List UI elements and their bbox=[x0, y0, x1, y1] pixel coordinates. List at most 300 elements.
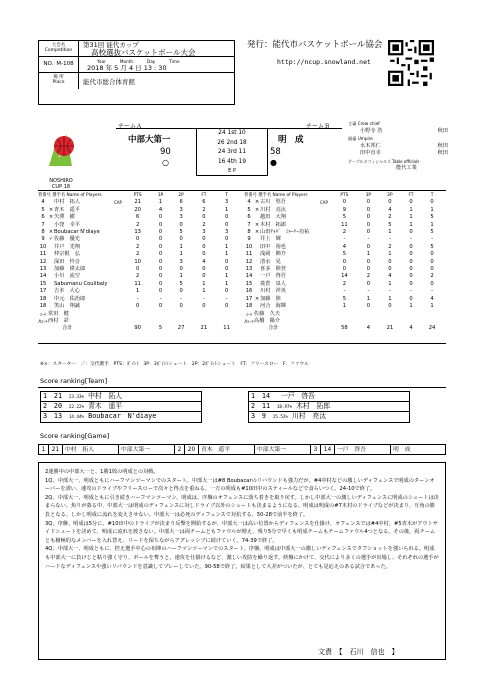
player-row bbox=[244, 236, 444, 243]
player-cell: × bbox=[254, 206, 260, 213]
total-cell: 5 bbox=[158, 325, 163, 332]
player-cell bbox=[112, 214, 124, 221]
player-cell: 6 bbox=[136, 214, 140, 221]
coach-label: ｺｰﾁ bbox=[39, 311, 47, 317]
player-cell: 0 bbox=[158, 221, 163, 228]
player-cell: 10 bbox=[39, 243, 47, 250]
player-cell: 4 bbox=[41, 199, 45, 206]
player-cell: 1 bbox=[179, 273, 183, 280]
total-cell: 27 bbox=[177, 325, 185, 332]
player-cell: 18 bbox=[39, 303, 47, 310]
player-cell: 菱倉 泉人 bbox=[260, 280, 286, 287]
player-cell: 5 bbox=[430, 229, 434, 236]
team-a-player-table: 背番号 選手名 Name of Players PTS 3P 2P FT T 4 中村 拓人 CAP 21 1 6 6 3 5 × 青木 遥平 20 4 3 2 1 6 × 矢澤 樹 6 0 3 0 0 7 小窪 幸平 2 0 0 2 0 8 × Boubacar N'diaye 13 0 5 3 3 9 ✓ 佐藤 優光 0 0 0 0 0 10 井戸 光翔 2 0 1 0 1 11 仲宗根 弘 2 0 1 0 1 12 深田 怜音 10 0 3 4 0 13 加藤 偉太郎 0 0 0 0 0 14 小川 流空 2 0 1 0 1 15 Sabumanu Coulibaly 11 0 5 1 1 17 吉本 大心 1 0 0 1 0 18 中元 佑治郎 - - - - - 18 笑山 翔誠 0 0 0 0 0 ｺｰﾁ 常田 健 Aｺｰﾁ 西村 彩 合計 90 5 27 21 11 bbox=[38, 192, 238, 333]
team-a-label: チームＡ bbox=[118, 123, 143, 130]
player-cell: × bbox=[48, 229, 54, 236]
ranking-team-a bbox=[40, 391, 202, 423]
player-cell: Boubacar N'diaye bbox=[54, 229, 100, 236]
total-cell: 21 bbox=[200, 325, 208, 332]
player-cell: CAP bbox=[114, 200, 122, 206]
player-cell bbox=[318, 207, 330, 214]
player-cell: 川村 亮汰 bbox=[260, 206, 286, 213]
player-cell: 4 bbox=[158, 206, 163, 213]
player-cell: - bbox=[410, 288, 412, 295]
player-cell: 0 bbox=[158, 266, 163, 273]
player-cell: 3 bbox=[179, 206, 183, 213]
player-cell bbox=[318, 273, 330, 280]
player-cell: 清水 晃 bbox=[260, 258, 281, 265]
player-cell: - bbox=[136, 295, 139, 302]
player-cell: 0 bbox=[179, 236, 183, 243]
total-cell: 4 bbox=[409, 325, 413, 332]
player-cell: 15 bbox=[39, 280, 47, 287]
player-cell: 2 bbox=[136, 221, 140, 228]
player-row bbox=[38, 199, 238, 206]
player-cell: 1 bbox=[388, 251, 392, 258]
player-cell: 1 bbox=[409, 206, 413, 213]
player-cell bbox=[318, 288, 330, 295]
player-cell: 0 bbox=[136, 266, 140, 273]
player-cell: - bbox=[367, 288, 370, 295]
player-cell: 加藤 陸 bbox=[260, 295, 281, 302]
ranking-team-b bbox=[248, 391, 410, 423]
player-cell: 0 bbox=[224, 236, 229, 243]
player-cell: 0 bbox=[366, 243, 371, 250]
player-cell: 9 bbox=[247, 236, 251, 243]
player-cell: 0 bbox=[366, 266, 371, 273]
player-cell: 0 bbox=[409, 295, 413, 302]
player-cell bbox=[318, 214, 330, 221]
player-cell: 青木 遥平 bbox=[54, 206, 80, 213]
player-cell bbox=[318, 259, 330, 266]
player-cell: 1 bbox=[224, 243, 229, 250]
player-cell: - bbox=[202, 295, 205, 302]
player-cell: 0 bbox=[430, 258, 434, 265]
player-cell: 0 bbox=[430, 280, 434, 287]
player-cell: 1 bbox=[409, 303, 413, 310]
player-row bbox=[38, 251, 238, 258]
place-label: 場 所 Place bbox=[39, 73, 79, 89]
player-cell: 12 bbox=[39, 258, 47, 265]
player-cell: 0 bbox=[158, 303, 163, 310]
player-cell: 9 bbox=[342, 206, 347, 213]
player-cell bbox=[318, 303, 330, 310]
player-cell bbox=[112, 236, 124, 243]
ranking-a-row: 3 13 14.44% Boubacar N'diaye bbox=[40, 412, 202, 422]
coach-label: ｺｰﾁ bbox=[245, 311, 253, 317]
player-cell: 1 bbox=[179, 243, 183, 250]
player-cell: 0 bbox=[388, 266, 392, 273]
player-cell: 0 bbox=[224, 221, 229, 228]
player-cell: 0 bbox=[409, 229, 413, 236]
player-cell: 0 bbox=[179, 221, 183, 228]
player-cell: 喜多 陸登 bbox=[260, 266, 286, 273]
player-cell: 0 bbox=[179, 266, 183, 273]
player-cell: × bbox=[254, 221, 260, 228]
player-row bbox=[244, 303, 444, 310]
player-cell: 7 bbox=[247, 221, 251, 228]
player-cell: 木村 拓郎 bbox=[260, 221, 286, 228]
player-cell: 0 bbox=[202, 273, 206, 280]
player-cell: 11 bbox=[134, 280, 141, 287]
player-row bbox=[38, 288, 238, 295]
player-cell: × bbox=[48, 214, 54, 221]
player-cell bbox=[112, 259, 124, 266]
player-cell: 0 bbox=[158, 229, 163, 236]
player-cell: 21 bbox=[134, 199, 141, 206]
total-label: 合計 bbox=[268, 325, 279, 332]
player-cell bbox=[318, 229, 330, 236]
competition-title2: 高校選抜バスケットボール大会 bbox=[91, 47, 196, 57]
player-cell: 0 bbox=[224, 266, 229, 273]
report-writer: 文責 【 石川 信也 】 bbox=[318, 648, 399, 656]
total-cell: 4 bbox=[366, 325, 371, 332]
player-cell: 14 bbox=[341, 273, 348, 280]
total-row bbox=[244, 325, 444, 332]
player-cell: ✓ bbox=[48, 236, 54, 243]
player-cell: 浅岡 陣介 bbox=[260, 251, 286, 258]
player-cell: 0 bbox=[366, 199, 371, 206]
player-cell: 0 bbox=[388, 258, 392, 265]
player-row bbox=[244, 214, 444, 221]
player-row bbox=[38, 214, 238, 221]
player-cell: - bbox=[159, 295, 162, 302]
ranking-b-row: 3 9 15.52% 川村 亮汰 bbox=[248, 412, 410, 422]
player-cell: 0 bbox=[158, 251, 163, 258]
player-row bbox=[244, 296, 444, 303]
game-report-text: 2連勝中の中部大一と、1勝1敗の明成との対戦。 1Q、中部大一、明成ともにハーフマンツーマンでのスタート。中部大一は#8 Boubacarのリバウンドも強力だが、#4中村などの激しいディフェンスで明成のターンオーバーを誘い、速攻のドライブやフリースローで次々と得点を重ねる。一方の明成も#10田中のスティールなどで食らいつく。24-10で終了。 2Q、中部大一、明成ともに引き続きハーフマンツーマン。明成は、序盤のオフェンスに落ち着きを取り戻す。しかし中部大一の激しいディフェンスに明成のシュートは決まらない。焦りが募る中、中部大一は明成のディフェンスに対しドライブ以外のシュートも決まるようになる。明成は明成の#7木村のドライブなどが決まり、互角の勝負となる。しかし明成に流れを変えさせない。中部大一は必死のディフェンスで対抗する。50-28で前半を終了。 3Q、序盤、明成は5分に、#10田中のドライブが決まり反撃を開始するが、中部大一は高い位置からディフェンスを仕掛け、オフェンスでは#4中村、#5青木がアウトサイドシュートを決めて、明成に流れを渡さない。中部大一は両チームともファウルが増え、残り5分で早くも明成チームもチームファウル4つとなる。その後、両チームとも積極的なメンバーを入れ替え、リードを保ちながらアグレッシブに続けていく。74-39で終了。 4Q、中部大一、明成ともに、控え選手中心の布陣のハーフマンツーマンでのスタート。序盤、明成は中部大一の激しいディフェンスでタフショットを強いられる。明成も中部大一に負けじと粘り強く守り、ボールを奪うと、速攻を仕掛けるなど、激しい攻防を繰り返す。終盤にかけて、交代により多くの選手が出場し、それぞれの選手がハードなディフェンスや強いリバウンドを意識してプレーしていた。90-58で終了。結果として大差がついたが、とても見応えのある試合であった。 bbox=[45, 469, 439, 570]
team-b-label: チームＢ bbox=[306, 123, 331, 130]
player-cell: 18 bbox=[39, 295, 47, 302]
player-cell bbox=[318, 222, 330, 229]
player-cell: 川村 祥英 bbox=[260, 288, 286, 295]
player-cell: - bbox=[367, 236, 370, 243]
player-cell bbox=[112, 244, 124, 251]
player-cell: 矢澤 樹 bbox=[54, 214, 75, 221]
player-cell: 0 bbox=[158, 280, 163, 287]
coach-name: 常田 健 bbox=[48, 310, 69, 317]
player-cell: - bbox=[389, 288, 391, 295]
team-b-player-table: 背番号 選手名 Name of Players PTS 3P 2P FT T 4 × 古川 堅吾 CAP 0 0 0 0 0 5 × 川村 亮汰 9 0 4 1 1 6 越田 大翔 5 0 2 1 5 7 × 木村 拓郎 11 0 5 1 1 8 × 山田ﾁｬﾊﾞ ｼｬｰﾘｰ功祐 2 0 1 0 5 9 井上 輝 - - - - - 10 田中 裕也 4 0 2 0 5 11 浅岡 陣介 5 1 1 0 0 12 清水 晃 0 0 0 0 0 13 喜多 陸登 0 0 0 0 0 14 一戸 啓吾 14 2 4 0 2 15 菱倉 泉人 2 0 1 0 0 16 川村 祥英 - - - - - 17 × 加藤 陸 5 1 1 0 4 18 河合 海輝 1 0 0 1 1 ｺｰﾁ 佐藤 久夫 Aｺｰﾁ 高橋 陽介 合計 58 4 21 4 24 bbox=[244, 192, 444, 333]
player-cell: 0 bbox=[388, 303, 392, 310]
player-cell: 2 bbox=[430, 273, 434, 280]
player-cell: 0 bbox=[224, 214, 229, 221]
game-number: M-108 bbox=[56, 61, 74, 68]
total-cell: 11 bbox=[223, 325, 230, 332]
player-cell: 1 bbox=[388, 280, 392, 287]
player-cell: 6 bbox=[41, 214, 45, 221]
player-cell: 0 bbox=[202, 266, 206, 273]
player-cell: 15 bbox=[245, 280, 253, 287]
ranking-game-row: 1 21 中村 拓人 中部大第一 2 20 青木 遥平 中部大第一 3 14 一戸 啓吾 明 成 bbox=[38, 444, 446, 455]
player-cell: 5 bbox=[41, 206, 45, 213]
ranking-b-row: 1 14 一戸 啓吾 bbox=[248, 391, 410, 402]
player-cell: 0 bbox=[224, 258, 229, 265]
player-cell: 0 bbox=[409, 280, 413, 287]
player-cell: 3 bbox=[179, 258, 183, 265]
competition-title1: 第31回 能代カップ bbox=[83, 40, 139, 49]
player-cell: 吉本 大心 bbox=[54, 288, 80, 295]
player-cell: 小窪 幸平 bbox=[54, 221, 80, 228]
player-cell: × bbox=[254, 199, 260, 206]
player-cell: 0 bbox=[366, 214, 371, 221]
ranking-b-row: 2 11 18.97% 木村 拓郎 bbox=[248, 402, 410, 412]
player-cell: 河合 海輝 bbox=[260, 303, 286, 310]
player-cell: 0 bbox=[409, 199, 413, 206]
player-cell: 加藤 偉太郎 bbox=[54, 266, 86, 273]
player-row bbox=[38, 296, 238, 303]
player-cell: 16 bbox=[245, 288, 253, 295]
player-cell: 1 bbox=[224, 273, 229, 280]
player-cell: 1 bbox=[366, 295, 371, 302]
team-a-score: 90 bbox=[160, 147, 171, 157]
player-cell: 9 bbox=[41, 236, 45, 243]
player-row bbox=[244, 273, 444, 280]
coach-label: Aｺｰﾁ bbox=[244, 318, 254, 324]
player-cell: 0 bbox=[409, 273, 413, 280]
player-cell: 1 bbox=[224, 251, 229, 258]
player-row bbox=[244, 199, 444, 206]
player-cell: 0 bbox=[366, 280, 371, 287]
ranking-team-title: Score ranking[Team] bbox=[40, 377, 108, 385]
team-b-name: 明 成 bbox=[278, 135, 304, 145]
player-cell: 5 bbox=[179, 280, 183, 287]
player-cell: Sabumanu Coulibaly bbox=[54, 280, 108, 287]
player-cell: - bbox=[431, 288, 433, 295]
player-cell: 1 bbox=[409, 221, 413, 228]
place-value: 能代市総合体育館 bbox=[83, 77, 135, 86]
player-cell: 2 bbox=[366, 273, 371, 280]
total-cell: 58 bbox=[341, 325, 348, 332]
player-cell: 0 bbox=[202, 236, 206, 243]
player-cell: - bbox=[389, 236, 391, 243]
player-cell: 0 bbox=[430, 266, 434, 273]
player-cell: 20 bbox=[134, 206, 141, 213]
player-cell: 6 bbox=[247, 214, 251, 221]
player-cell: 0 bbox=[158, 273, 163, 280]
player-cell: 5 bbox=[430, 243, 434, 250]
coach-name: 佐藤 久夫 bbox=[254, 310, 280, 317]
player-cell: 17 bbox=[245, 295, 253, 302]
player-cell bbox=[112, 281, 124, 288]
player-cell: - bbox=[343, 236, 346, 243]
quarter-score-box: 24 1st 10 26 2nd 18 24 3rd 11 16 4th 19 E P bbox=[196, 128, 268, 176]
player-cell: 4 bbox=[388, 273, 392, 280]
player-cell: 1 bbox=[202, 280, 206, 287]
player-row bbox=[38, 259, 238, 266]
player-cell: 0 bbox=[409, 243, 413, 250]
player-cell: 0 bbox=[342, 258, 347, 265]
player-cell: 2 bbox=[136, 273, 140, 280]
player-cell: 11 bbox=[39, 251, 47, 258]
player-cell: 3 bbox=[224, 229, 229, 236]
player-cell: 0 bbox=[136, 303, 140, 310]
player-cell: 1 bbox=[430, 206, 434, 213]
player-cell: 6 bbox=[179, 199, 183, 206]
player-cell: 0 bbox=[202, 214, 206, 221]
player-cell: 7 bbox=[41, 221, 45, 228]
player-cell bbox=[318, 266, 330, 273]
player-row bbox=[38, 236, 238, 243]
total-cell: 90 bbox=[134, 325, 141, 332]
player-cell: 4 bbox=[430, 295, 434, 302]
player-cell: 仲宗根 弘 bbox=[54, 251, 80, 258]
player-cell: 1 bbox=[158, 199, 163, 206]
player-cell: 0 bbox=[158, 288, 163, 295]
total-cell: 21 bbox=[386, 325, 394, 332]
player-cell: 11 bbox=[245, 251, 253, 258]
player-cell: 18 bbox=[245, 303, 253, 310]
player-cell bbox=[112, 229, 124, 236]
player-cell: 17 bbox=[39, 288, 47, 295]
player-cell: 13 bbox=[39, 266, 47, 273]
total-label: 合計 bbox=[62, 325, 73, 332]
player-cell: 13 bbox=[134, 229, 141, 236]
player-cell: 0 bbox=[158, 236, 163, 243]
player-cell: 井上 輝 bbox=[260, 236, 281, 243]
player-cell: 2 bbox=[136, 243, 140, 250]
player-cell: 深田 怜音 bbox=[54, 258, 80, 265]
player-cell: 一戸 啓吾 bbox=[260, 273, 286, 280]
player-cell: 2 bbox=[342, 229, 347, 236]
player-cell: 14 bbox=[245, 273, 253, 280]
player-cell: 12 bbox=[245, 258, 253, 265]
player-cell bbox=[112, 266, 124, 273]
player-row bbox=[38, 222, 238, 229]
player-cell: 4 bbox=[388, 206, 392, 213]
player-cell: × bbox=[48, 206, 54, 213]
player-row bbox=[244, 222, 444, 229]
team-a-win-mark: ○ bbox=[162, 158, 169, 167]
player-cell: 0 bbox=[179, 303, 183, 310]
player-cell: 2 bbox=[388, 243, 392, 250]
player-cell: 1 bbox=[224, 206, 229, 213]
coach-label: Aｺｰﾁ bbox=[38, 318, 48, 324]
player-cell: 0 bbox=[224, 303, 229, 310]
ranking-game-title: Score ranking[Game] bbox=[40, 432, 110, 440]
player-cell: 8 bbox=[41, 229, 45, 236]
competition-info-box: 大会名 Competition 第31回 能代カップ 高校選抜バスケットボール大会 NO. M-108 Year Month Day Time 2018 年 5 月 4 日 13 : 30 場 所 Place 能代市総合体育館 bbox=[38, 40, 235, 105]
player-cell bbox=[318, 244, 330, 251]
player-cell: 5 bbox=[388, 221, 392, 228]
player-cell bbox=[318, 296, 330, 303]
player-cell: - bbox=[180, 295, 183, 302]
qr-code-icon bbox=[388, 40, 434, 86]
player-cell: CAP bbox=[320, 200, 328, 206]
player-cell: 0 bbox=[366, 221, 371, 228]
player-cell: 越田 大翔 bbox=[260, 214, 286, 221]
organizer-url: http://ncup.snowland.net bbox=[277, 58, 371, 66]
coach-name: 西村 彩 bbox=[48, 317, 69, 324]
player-cell: 11 bbox=[341, 221, 348, 228]
player-cell bbox=[112, 296, 124, 303]
player-cell: 佐藤 優光 bbox=[54, 236, 80, 243]
player-cell: 4 bbox=[342, 243, 347, 250]
player-cell: 0 bbox=[202, 303, 206, 310]
coach-name: 高橋 陽介 bbox=[254, 317, 280, 324]
player-cell: 1 bbox=[202, 288, 206, 295]
team-b-loss-mark: ● bbox=[270, 158, 277, 167]
player-cell: 0 bbox=[158, 243, 163, 250]
player-cell: × bbox=[254, 295, 260, 302]
player-cell: 小川 流空 bbox=[54, 273, 80, 280]
player-cell bbox=[112, 251, 124, 258]
player-cell: 5 bbox=[342, 295, 347, 302]
player-cell: 古川 堅吾 bbox=[260, 199, 286, 206]
player-cell: 6 bbox=[202, 199, 206, 206]
ranking-a-row: 1 21 23.33% 中村 拓人 bbox=[40, 391, 202, 402]
player-cell bbox=[112, 222, 124, 229]
game-date: 2018 年 5 月 4 日 13 : 30 bbox=[87, 63, 167, 72]
player-cell: - bbox=[343, 288, 346, 295]
player-cell bbox=[318, 281, 330, 288]
player-cell: 0 bbox=[366, 303, 371, 310]
team-b-score: 58 bbox=[270, 147, 281, 157]
player-cell: 1 bbox=[366, 251, 371, 258]
player-cell: 3 bbox=[179, 214, 183, 221]
player-cell: 1 bbox=[430, 303, 434, 310]
player-cell: 0 bbox=[224, 288, 229, 295]
player-cell: 2 bbox=[342, 280, 347, 287]
player-cell: 10 bbox=[134, 258, 141, 265]
player-cell: 2 bbox=[136, 251, 140, 258]
player-cell: 1 bbox=[430, 221, 434, 228]
officials-panel: 主審 Crew chief 小野寺 浩 秋田 副審 Umpire 水木邦仁 秋田 田中直幸 秋田 テーブルオフィシャルズ Table officials 能代工業 bbox=[348, 121, 448, 171]
player-row bbox=[38, 303, 238, 310]
player-cell: 1 bbox=[136, 288, 140, 295]
player-row bbox=[244, 251, 444, 258]
player-cell bbox=[112, 288, 124, 295]
player-cell bbox=[318, 236, 330, 243]
total-row bbox=[38, 325, 238, 332]
player-cell: 0 bbox=[202, 243, 206, 250]
player-cell bbox=[318, 251, 330, 258]
player-cell: 0 bbox=[430, 199, 434, 206]
player-cell: 5 bbox=[247, 206, 251, 213]
player-cell: 3 bbox=[224, 199, 229, 206]
player-cell: 13 bbox=[245, 266, 253, 273]
player-cell: 2 bbox=[388, 214, 392, 221]
player-cell: - bbox=[431, 236, 433, 243]
player-cell bbox=[112, 303, 124, 310]
player-cell: 1 bbox=[388, 229, 392, 236]
competition-label: 大会名 Competition bbox=[39, 41, 79, 56]
player-row bbox=[38, 273, 238, 280]
total-cell: 24 bbox=[428, 325, 436, 332]
player-cell: 笑山 翔誠 bbox=[54, 303, 80, 310]
noshiro-cup-logo bbox=[46, 128, 78, 178]
logo-text: NOSHIRO CUP 18 bbox=[49, 178, 73, 190]
player-cell: 0 bbox=[409, 251, 413, 258]
player-cell: 0 bbox=[430, 251, 434, 258]
player-cell: 田中 裕也 bbox=[260, 243, 286, 250]
player-cell: 0 bbox=[342, 266, 347, 273]
player-cell: 3 bbox=[202, 229, 206, 236]
player-cell: 0 bbox=[136, 236, 140, 243]
player-cell: 0 bbox=[366, 206, 371, 213]
player-cell: 14 bbox=[39, 273, 47, 280]
player-cell: - bbox=[225, 295, 228, 302]
player-cell: 1 bbox=[342, 303, 347, 310]
player-cell: 0 bbox=[409, 266, 413, 273]
player-cell: 4 bbox=[247, 199, 251, 206]
game-report-box bbox=[38, 462, 446, 660]
player-row bbox=[244, 259, 444, 266]
player-cell: 井戸 光翔 bbox=[54, 243, 80, 250]
player-cell: 1 bbox=[179, 251, 183, 258]
player-cell: 5 bbox=[342, 214, 347, 221]
ranking-a-row: 2 20 22.22% 青木 遥平 bbox=[40, 402, 202, 412]
